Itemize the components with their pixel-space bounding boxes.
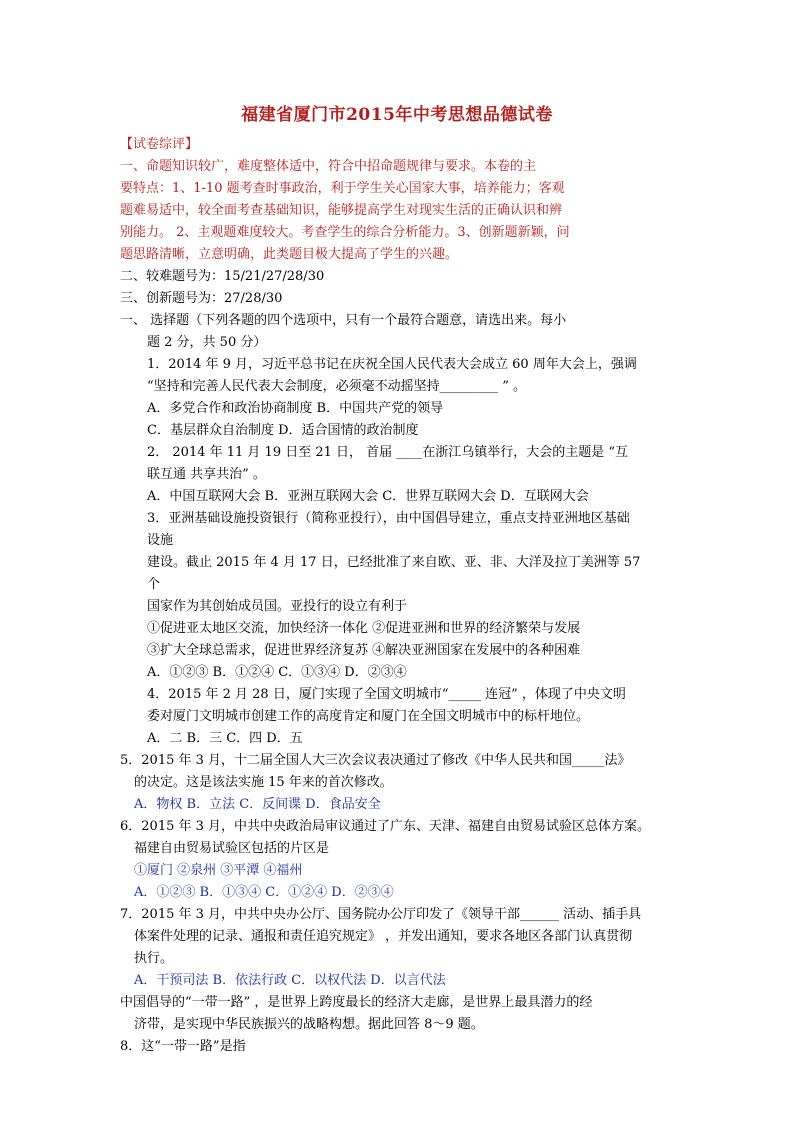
question-1-stem: “坚持和完善人民代表大会制度，必须毫不动摇坚持_________ ” 。 — [147, 379, 527, 394]
review-heading: 【试卷综评】 — [120, 137, 199, 152]
question-3-stem: 国家作为其创始成员国。亚投行的设立有利于 — [147, 599, 408, 614]
question-7-stem: 执行。 — [134, 951, 174, 966]
question-2-options: A．中国互联网大会 B．亚洲互联网大会 C．世界互联网大会 D．互联网大会 — [147, 489, 589, 504]
question-3-stem: 个 — [147, 577, 161, 592]
question-4-options: A．二 B．三 C．四 D．五 — [147, 731, 303, 746]
question-5-stem: 5．2015 年 3 月，十二届全国人大三次会议表决通过了修改《中华人民共和国_____法》 — [120, 753, 631, 768]
question-1-options: A．多党合作和政治协商制度 B．中国共产党的领导 — [147, 401, 444, 416]
review-line: 题思路清晰，立意明确，此类题目极大提高了学生的兴趣。 — [120, 247, 459, 262]
question-3-items: ③扩大全球总需求，促进世界经济复苏 ④解决亚洲国家在发展中的各种困难 — [147, 643, 581, 658]
question-3-stem: 设施 — [147, 533, 174, 548]
question-3-stem: 建设。截止 2015 年 4 月 17 日，已经批准了来自欧、亚、非、大洋及拉丁美洲等 57 — [147, 555, 641, 570]
question-2-stem: 联互通 共享共治” 。 — [147, 467, 266, 482]
question-4-stem: 委对厦门文明城市创建工作的高度肯定和厦门在全国文明城市中的标杆地位。 — [147, 709, 590, 724]
question-5-options: A．物权 B．立法 C．反间谍 D．食品安全 — [134, 797, 381, 812]
question-5-stem: 的决定。这是该法实施 15 年来的首次修改。 — [134, 775, 393, 790]
question-2-stem: 2． 2014 年 11 月 19 日至 21 日， 首届 ____在浙江乌镇举行，大会的主题是 “互 — [147, 445, 629, 460]
difficult-questions: 二、较难题号为：15/21/27/28/30 — [120, 269, 325, 284]
question-6-items: ①厦门 ②泉州 ③平潭 ④福州 — [134, 863, 303, 878]
passage-intro: 济带，是实现中华民族振兴的战略构想。据此回答 8～9 题。 — [134, 1017, 484, 1032]
question-4-stem: 4．2015 年 2 月 28 日，厦门实现了全国文明城市“_____ 连冠” ，体现了中央文明 — [147, 687, 626, 702]
question-6-stem: 福建自由贸易试验区包括的片区是 — [134, 841, 330, 856]
exam-review — [120, 134, 680, 266]
review-line: 一、命题知识较广，难度整体适中，符合中招命题规律与要求。本卷的主 — [120, 159, 537, 174]
review-line: 要特点：1、1-10 题考查时事政治，利于学生关心国家大事，培养能力；客观 — [120, 181, 565, 196]
question-3-options: A．①②③ B．①②④ C．①③④ D．②③④ — [147, 665, 407, 680]
question-8-stem: 8．这“一带一路”是指 — [120, 1039, 246, 1054]
review-line: 别能力。 2、主观题难度较大。考查学生的综合分析能力。3、创新题新颖，问 — [120, 225, 570, 240]
creative-questions: 三、创新题号为：27/28/30 — [120, 291, 283, 306]
question-6-stem: 6．2015 年 3 月，中共中央政治局审议通过了广东、天津、福建自由贸易试验区总体方案。 — [120, 819, 651, 834]
question-3-stem: 3．亚洲基础设施投资银行（简称亚投行），由中国倡导建立，重点支持亚洲地区基础 — [147, 511, 630, 526]
question-7-stem: 体案件处理的记录、通报和责任追究规定》 ，并发出通知，要求各地区各部门认真贯彻 — [134, 929, 633, 944]
question-1-stem: 1．2014 年 9 月，习近平总书记在庆祝全国人民代表大会成立 60 周年大会上，强调 — [147, 357, 637, 372]
page-title: 福建省厦门市2015年中考思想品德试卷 — [241, 105, 553, 125]
section-heading: 一、 选择题（下列各题的四个选项中，只有一个最符合题意，请选出来。每小 — [120, 313, 567, 328]
question-6-options: A．①②③ B．①③④ C．①②④ D．②③④ — [134, 885, 394, 900]
question-7-options: A．干预司法 B．依法行政 C．以权代法 D．以言代法 — [134, 973, 446, 988]
question-7-stem: 7．2015 年 3 月，中共中央办公厅、国务院办公厅印发了《领导干部______ 活动、插手具 — [120, 907, 642, 922]
section-heading-cont: 题 2 分，共 50 分） — [147, 335, 267, 350]
review-line: 题难易适中，较全面考查基础知识，能够提高学生对现实生活的正确认识和辨 — [120, 203, 563, 218]
passage-intro: 中国倡导的“一带一路” ，是世界上跨度最长的经济大走廊，是世界上最具潜力的经 — [120, 995, 593, 1010]
question-1-options: C．基层群众自治制度 D．适合国情的政治制度 — [147, 423, 419, 438]
question-3-items: ①促进亚太地区交流，加快经济一体化 ②促进亚洲和世界的经济繁荣与发展 — [147, 621, 581, 636]
